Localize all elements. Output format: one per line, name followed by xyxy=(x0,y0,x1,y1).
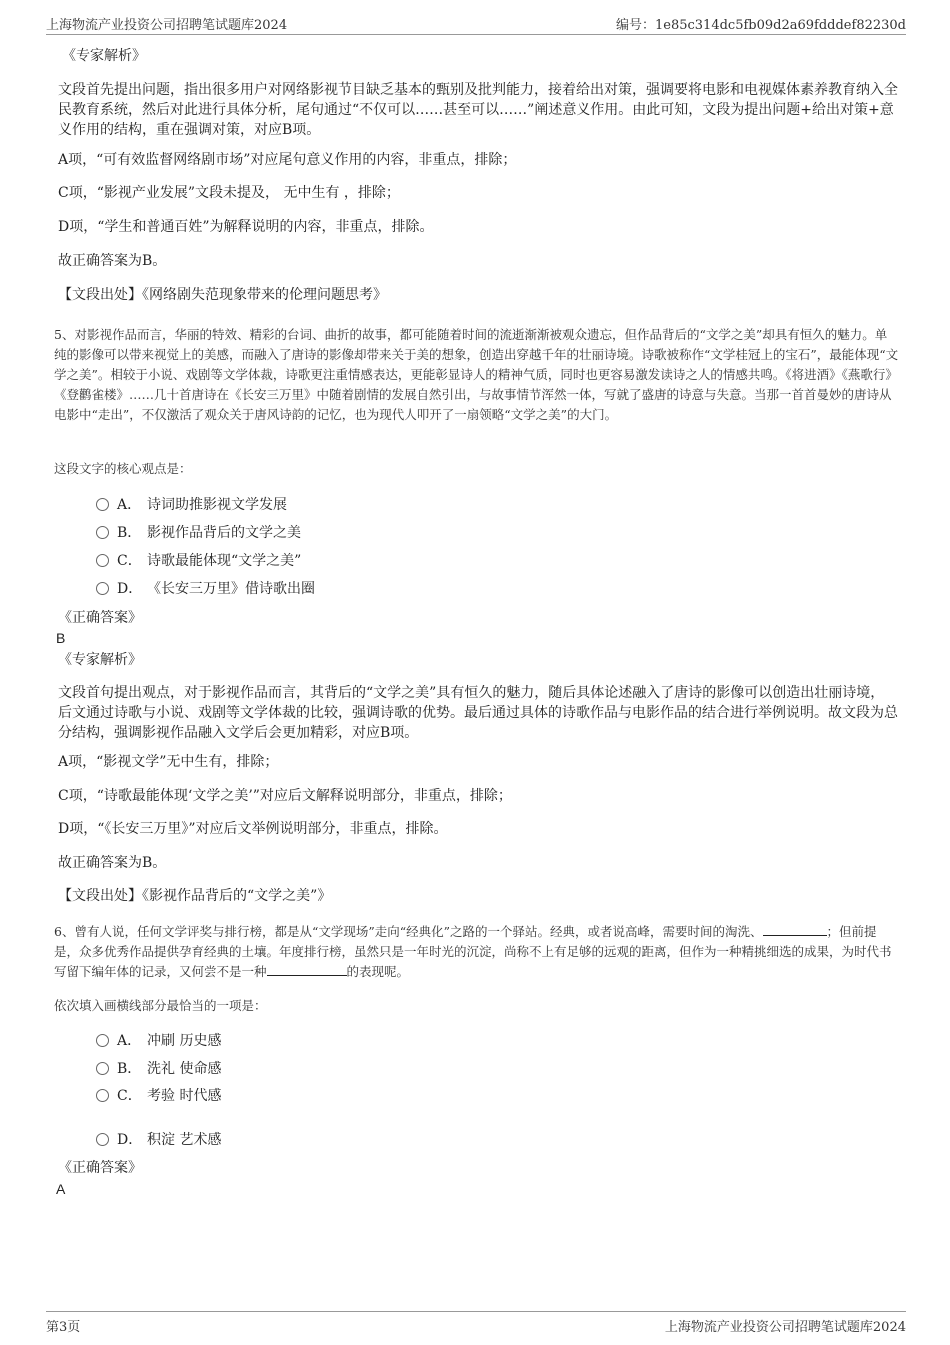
q5-analysis-label: 《专家解析》 xyxy=(58,652,142,668)
option-text: 诗词助推影视文学发展 xyxy=(147,497,287,513)
q6-option-b[interactable] xyxy=(96,1058,221,1080)
q5-option-d-note: D项，“《长安三万里》”对应后文举例说明部分，非重点，排除。 xyxy=(58,821,448,837)
option-text: 《长安三万里》借诗歌出圈 xyxy=(147,581,315,597)
prev-option-d-note: D项，“学生和普通百姓”为解释说明的内容，非重点，排除。 xyxy=(58,219,434,235)
q5-answer: B xyxy=(56,630,66,646)
option-letter: A． xyxy=(117,497,142,513)
option-text: 诗歌最能体现“文学之美” xyxy=(147,553,302,569)
q5-option-c-note: C项，“诗歌最能体现‘文学之美’”对应后文解释说明部分，非重点，排除； xyxy=(58,788,512,804)
option-letter: D． xyxy=(117,1132,143,1148)
q5-option-a[interactable] xyxy=(96,494,287,516)
option-letter: B． xyxy=(117,525,142,541)
q6-stem-part2: ；但前提是，众多优秀作品提供孕育经典的土壤。年度排行榜，虽然只是一年时光的沉淀，尚称不上有足够的远观的距离，但作为一种精挑细选的成果，为时代书写留下编年体的记录，又何尝不是一种 xyxy=(54,924,892,979)
page-number: 第3页 xyxy=(46,1320,81,1335)
q6-prompt: 依次填入画横线部分最恰当的一项是： xyxy=(54,998,267,1013)
radio-icon[interactable] xyxy=(96,498,109,511)
prev-option-a-note: A项，“可有效监督网络剧市场”对应尾句意义作用的内容，非重点，排除； xyxy=(58,152,517,168)
option-letter: C． xyxy=(117,553,142,569)
q5-source: 【文段出处】《影视作品背后的“文学之美”》 xyxy=(58,888,332,904)
q5-option-a-note: A项，“影视文学”无中生有，排除； xyxy=(58,754,279,770)
option-letter: A． xyxy=(117,1033,142,1049)
q6-option-c[interactable] xyxy=(96,1085,221,1107)
prev-analysis-label: 《专家解析》 xyxy=(62,48,146,64)
option-text: 积淀 艺术感 xyxy=(147,1132,222,1148)
q6-answer: A xyxy=(56,1181,66,1197)
q6-stem-part3: 的表现呢。 xyxy=(346,964,410,979)
q5-prompt: 这段文字的核心观点是： xyxy=(54,461,192,476)
page-footer xyxy=(46,1311,906,1337)
option-text: 冲刷 历史感 xyxy=(147,1033,222,1049)
header-title: 上海物流产业投资公司招聘笔试题库2024 xyxy=(46,18,288,33)
radio-icon[interactable] xyxy=(96,1089,109,1102)
option-letter: B． xyxy=(117,1061,142,1077)
radio-icon[interactable] xyxy=(96,526,109,539)
radio-icon[interactable] xyxy=(96,582,109,595)
q6-stem xyxy=(54,922,899,982)
q5-answer-label: 《正确答案》 xyxy=(58,610,142,626)
q6-stem-part1: 6、曾有人说，任何文学评奖与排行榜，都是从“文学现场”走向“经典化”之路的一个驿站。经典，或者说高峰，需要时间的淘洗、 xyxy=(54,924,763,939)
q5-option-d[interactable] xyxy=(96,578,315,600)
prev-analysis-text: 文段首先提出问题，指出很多用户对网络影视节目缺乏基本的甄别及批判能力，接着给出对策，强调要将电影和电视媒体素养教育纳入全民教育系统，然后对此进行具体分析，尾句通过“不仅可以……甚至可以……”阐述意义作用。由此可知，文段为提出问题+给出对策+意义作用的结构，重在强调对策，对应B项。 xyxy=(58,82,898,138)
q5-stem: 5、对影视作品而言，华丽的特效、精彩的台词、曲折的故事，都可能随着时间的流逝渐渐被观众遗忘，但作品背后的“文学之美”却具有恒久的魅力。单纯的影像可以带来视觉上的美感，而融入了唐诗的影像却带来关于美的想象，创造出穿越千年的壮丽诗境。诗歌被称作“文学桂冠上的宝石”，最能体现“文学之美”。相较于小说、戏剧等文学体裁，诗歌更注重情感表达，更能彰显诗人的精神气质，同时也更容易激发读诗之人的情感共鸣。《将进酒》《燕歌行》《登鹳雀楼》……几十首唐诗在《长安三万里》中随着剧情的发展自然引出，与故事情节浑然一体，写就了盛唐的诗意与失意。当那一首首曼妙的唐诗从电影中“走出”，不仅激活了观众关于唐风诗韵的记忆，也为现代人叩开了一扇领略“文学之美”的大门。 xyxy=(54,327,899,422)
option-letter: C． xyxy=(117,1088,142,1104)
footer-title: 上海物流产业投资公司招聘笔试题库2024 xyxy=(664,1320,906,1335)
q6-blank-1 xyxy=(763,935,827,936)
q6-answer-label: 《正确答案》 xyxy=(58,1160,142,1176)
q6-option-d[interactable] xyxy=(96,1129,221,1151)
radio-icon[interactable] xyxy=(96,1062,109,1075)
q5-option-c[interactable] xyxy=(96,550,301,572)
header-doc-id: 编号：1e85c314dc5fb09d2a69fdddef82230d xyxy=(616,18,906,33)
q6-option-a[interactable] xyxy=(96,1030,221,1052)
page-header xyxy=(46,14,906,35)
option-text: 影视作品背后的文学之美 xyxy=(147,525,301,541)
option-letter: D． xyxy=(117,581,143,597)
q6-blank-2 xyxy=(267,975,347,976)
prev-source: 【文段出处】《网络剧失范现象带来的伦理问题思考》 xyxy=(58,287,387,303)
radio-icon[interactable] xyxy=(96,554,109,567)
q5-conclusion: 故正确答案为B。 xyxy=(58,855,167,871)
option-text: 考验 时代感 xyxy=(147,1088,222,1104)
q5-analysis-text: 文段首句提出观点，对于影视作品而言，其背后的“文学之美”具有恒久的魅力，随后具体论述融入了唐诗的影像可以创造出壮丽诗境，后文通过诗歌与小说、戏剧等文学体裁的比较，强调诗歌的优势。最后通过具体的诗歌作品与电影作品的结合进行举例说明。故文段为总分结构，强调影视作品融入文学后会更加精彩，对应B项。 xyxy=(58,685,898,741)
radio-icon[interactable] xyxy=(96,1034,109,1047)
prev-conclusion: 故正确答案为B。 xyxy=(58,253,167,269)
radio-icon[interactable] xyxy=(96,1133,109,1146)
option-text: 洗礼 使命感 xyxy=(147,1061,222,1077)
q5-option-b[interactable] xyxy=(96,522,301,544)
prev-option-c-note: C项，“影视产业发展”文段未提及， 无中生有 ，排除； xyxy=(58,185,400,201)
